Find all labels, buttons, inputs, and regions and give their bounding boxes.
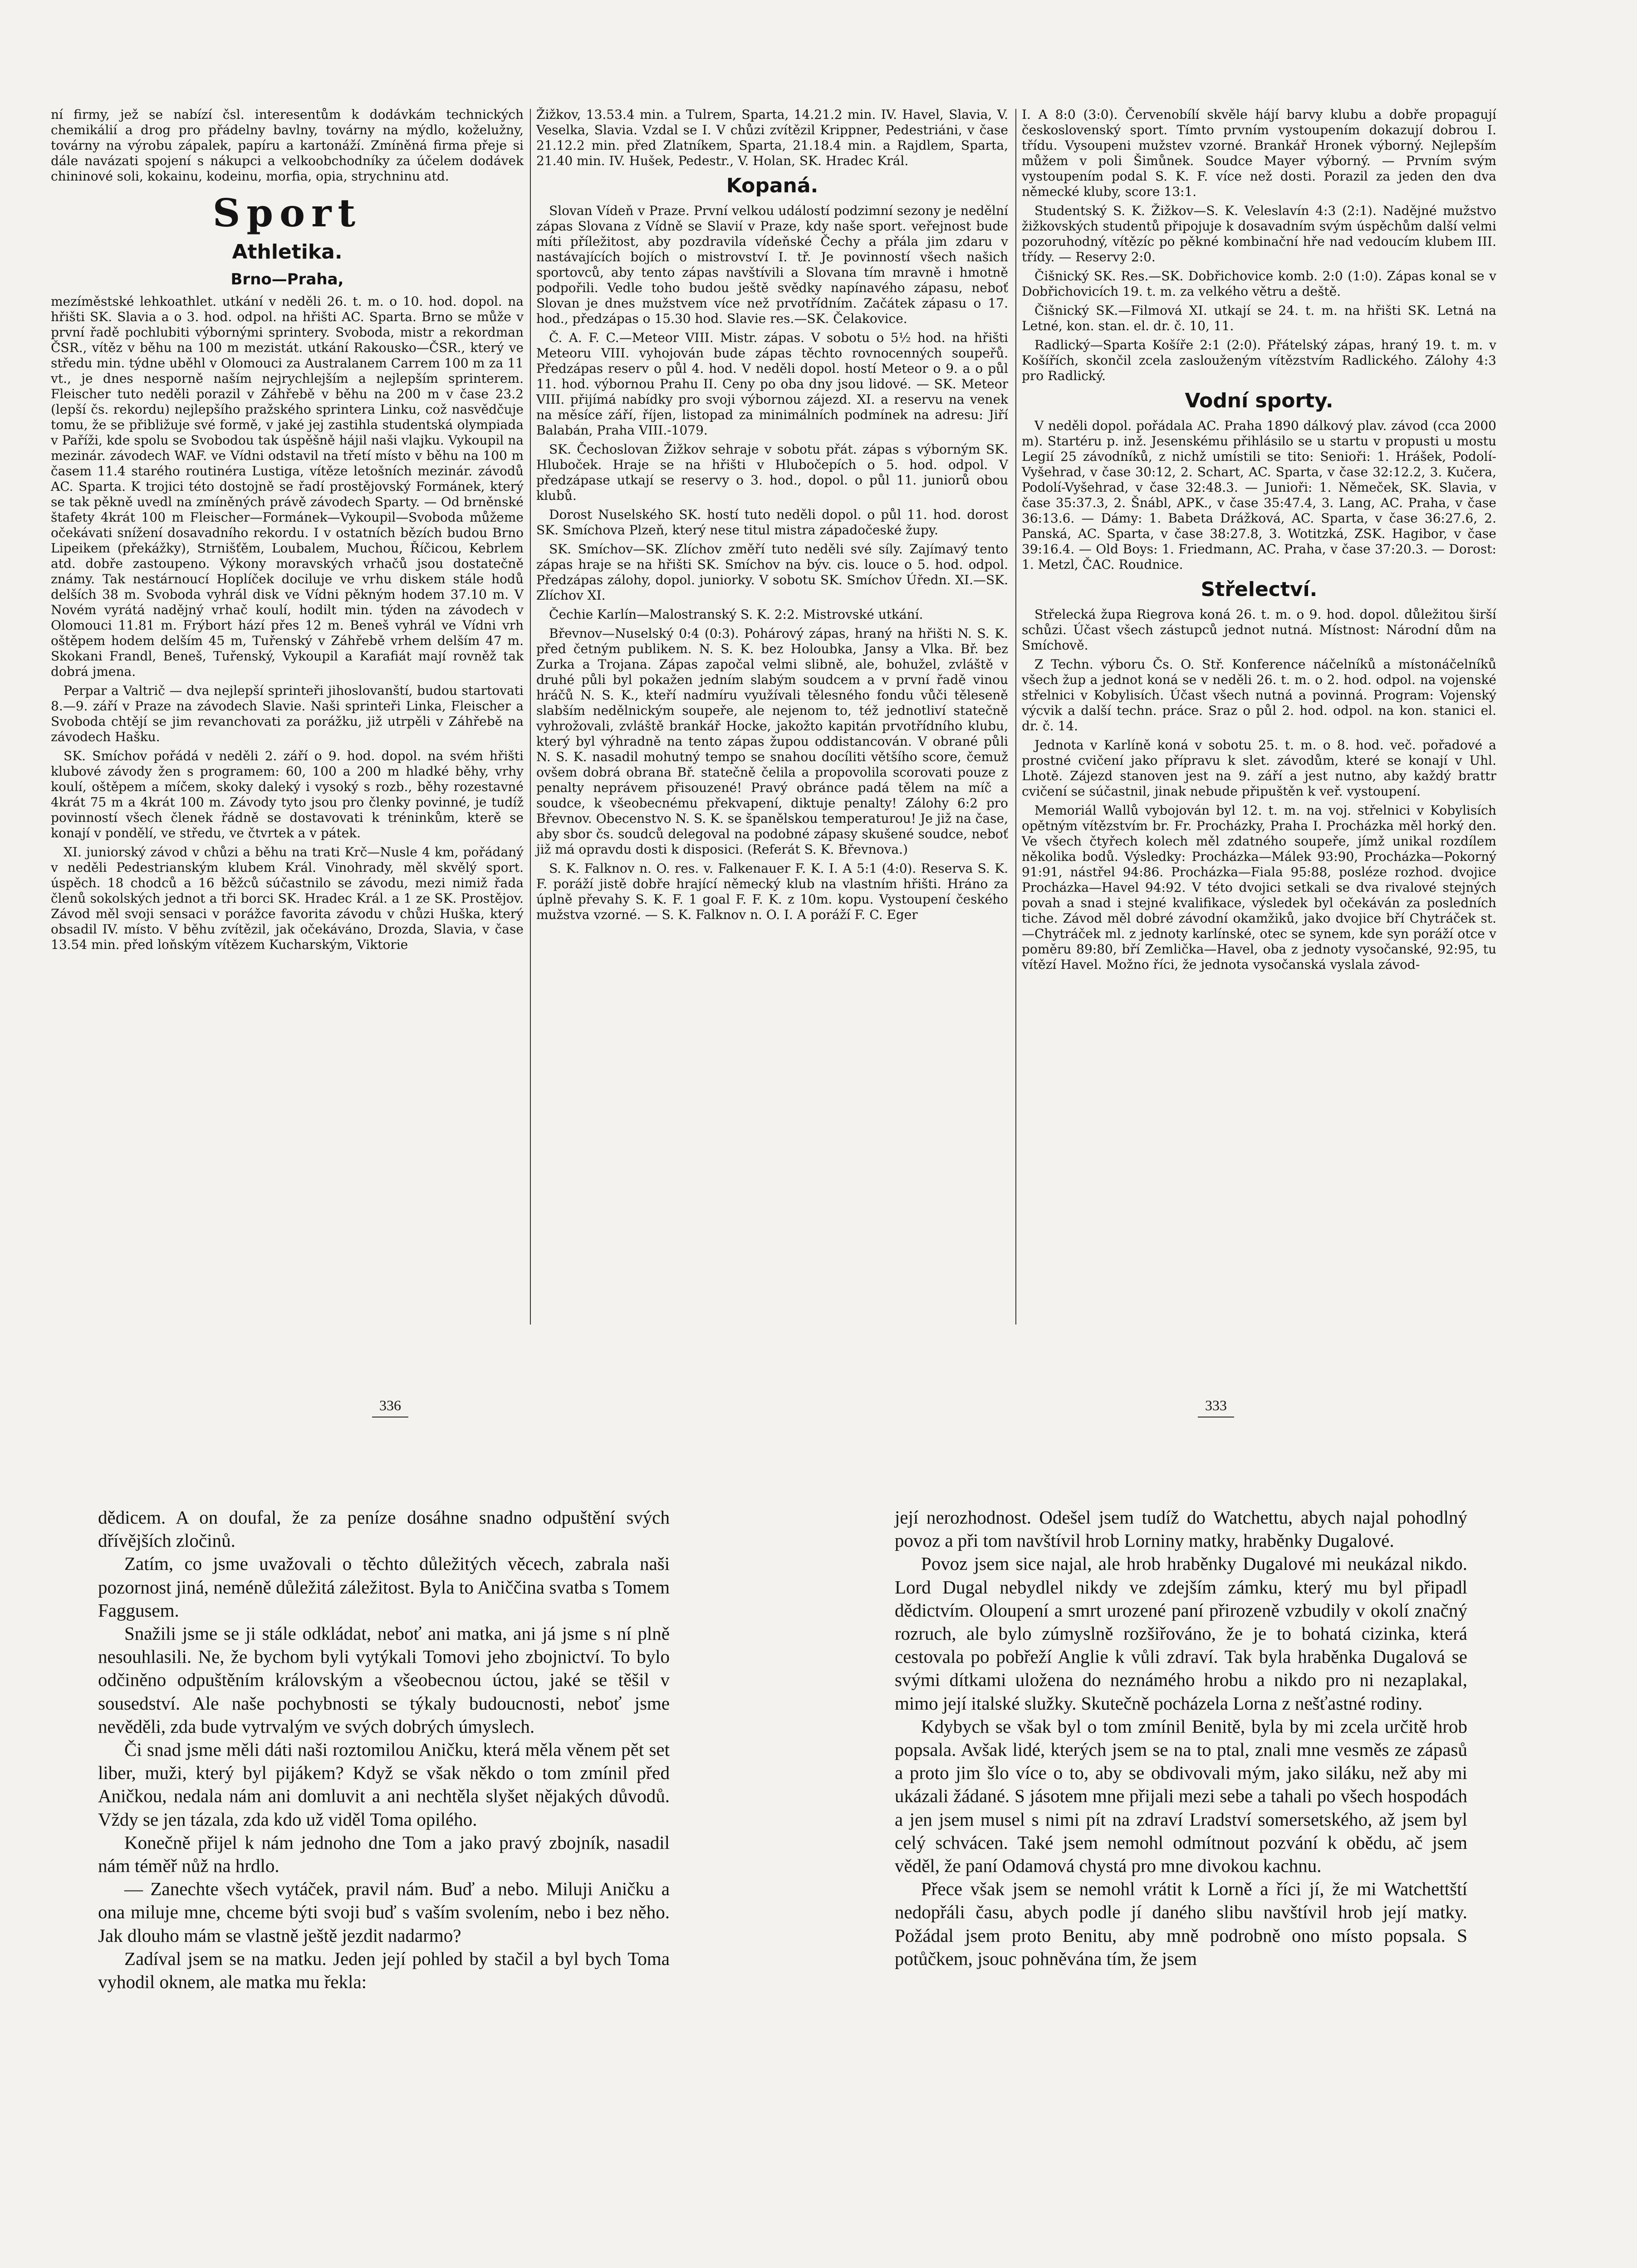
article-paragraph: SK. Čechoslovan Žižkov sehraje v sobotu přát. zápas s výborným SK. Hluboček. Hraje se na hřišti v Hlubočepích o 5. hod. odpol. V předzápase utkají se reservy o 3. hod., dopol. o půl 11. juniorů obou klubů. — [536, 442, 1008, 503]
page-number-rule — [1198, 1417, 1234, 1418]
novel-paragraph: dědicem. A on doufal, že za peníze dosáhne snadno odpuštění svých dřívějších zločinů. — [98, 1507, 670, 1551]
article-paragraph: Studentský S. K. Žižkov—S. K. Veleslavín 4:3 (2:1). Nadějné mužstvo žižkovských studentů připojuje k dosavadním svým úspěchům další velmi pozoruhodný, vítězíc po pěkné kombinační hře nad vedoucím klubem III. třídy. — Reservy 2:0. — [1022, 203, 1496, 264]
page-number-left — [354, 1397, 426, 1418]
column-intro: Žižkov, 13.53.4 min. a Tulrem, Sparta, 14.21.2 min. IV. Havel, Slavia, V. Veselka, Slavia. Vzdal se I. V chůzi zvítězil Krippner, Pedestriáni, v čase 21.12.2 min. před Zlatníkem, Sparta, 21.18.4 min. a Rajdlem, Sparta, 21.40 min. IV. Hušek, Pedestr., V. Holan, SK. Hradec Král. — [536, 107, 1008, 168]
article-paragraph: Slovan Vídeň v Praze. První velkou událostí podzimní sezony je nedělní zápas Slovana z Vídně se Slavií v Praze, kdy naše sport. veřejnost bude míti příležitost, aby pozdravila vídeňské Čechy a přála jim zdaru v nastávajících bojích o mistrovství I. tř. Je povinností všech našich sportovců, aby tento zápas navštívili a Slovana tím mravně i hmotně podpořili. Vedle toho budou ještě svědky napínavého zápasu, neboť Slovan je dnes mužstvem více než prvotřídním. Začátek zápasu o 17. hod., předzápas o 15.30 hod. Slavie res.—SK. Čelakovice. — [536, 203, 1008, 326]
article-paragraph: Radlický—Sparta Košíře 2:1 (2:0). Přátelský zápas, hraný 19. t. m. v Košířích, skončil zcela zaslouženým vítězstvím Radlického. Zálohy 4:3 pro Radlický. — [1022, 337, 1496, 383]
column-intro: ní firmy, jež se nabízí čsl. interesentům k dodávkám technických chemikálií a drog pro přádelny bavlny, továrny na mýdlo, koželužny, továrny na výrobu zápalek, papíru a kartonáží. Zmíněná firma přeje si dále navázati spojení s nákupci a velkoobchodníky za účelem dodávek chininové soli, kokainu, kodeinu, morfia, opia, strychninu atd. — [51, 107, 524, 184]
article-paragraph: Čišnický SK. Res.—SK. Dobřichovice komb. 2:0 (1:0). Zápas konal se v Dobřichovicích 19. t. m. za velkého větru a deště. — [1022, 269, 1496, 299]
article-paragraph: SK. Smíchov—SK. Zlíchov změří tuto neděli své síly. Zajímavý tento zápas hraje se na hřišti SK. Smíchov na býv. cis. louce o 5. hod. odpol. Předzápas zálohy, dopol. juniorky. V sobotu SK. Smíchov Úředn. XI.—SK. Zlíchov XI. — [536, 542, 1008, 603]
page-number-right — [1180, 1397, 1252, 1418]
article-paragraph: Břevnov—Nuselský 0:4 (0:3). Pohárový zápas, hraný na hřišti N. S. K. před četným publikem. N. S. K. bez Holoubka, Jansy a Vlka. Bř. bez Zurka a Trojana. Zápas započal velmi slibně, ale, bohužel, zvláště v druhé půli byl pokažen jedním slabým soudcem a v první řadě vinou hráčů N. S. K., kteří nadmíru využívali tělesného fondu vůči těleseně slabším nedělnickým soupeře, ale nejenom to, též jednotliví statečně vyhrožovali, zvláště brankář Hocke, jakožto kapitán prvotřídního klubu, který byl výhradně na tento zápas župou oddistancován. V obrané půli N. S. K. nasadil mohutný tempo se snahou docíliti většího score, čemuž ovšem dobrá obrana Bř. statečně čelila a propovolila scorovati pouze z penalty neprávem přisouzené! Pravý obránce padá tělem na míč a soudce, k všeobecnému překvapení, diktuje penalty! Zálohy 6:2 pro Břevnov. Obecenstvo N. S. K. se španělskou temperaturou! Je již na čase, aby sbor čs. soudců delegoval na podobné zápasy skušené soudce, neboť již má opravdu dosti k disposici. (Referát S. K. Břevnova.) — [536, 626, 1008, 857]
column-divider — [1015, 109, 1016, 1325]
sport-column-3 — [1022, 107, 1496, 976]
novel-paragraph: Snažili jsme se ji stále odkládat, neboť ani matka, ani já jsme s ní plně nesouhlasili. Ne, že bychom byli vytýkali Tomovi jeho zbojnictví. To bylo odčiněno odpuštěním královským a všeobecnou úctou, jaké se těšil v sousedství. Ale naše pochybnosti se týkaly budoucnosti, neboť jsme nevěděli, zda bude vytrvalým ve svých dobrých úmyslech. — [98, 1623, 670, 1737]
athletics-heading: Athletika. — [232, 240, 343, 264]
novel-paragraph: — Zanechte všech vytáček, pravil nám. Buď a nebo. Miluji Aničku a ona miluje mne, chceme býti svoji buď s vaším svolením, nebo i bez něho. Jak dlouho mám se vlastně ještě jezdit nadarmo? — [98, 1878, 670, 1946]
sport-heading: Sport — [212, 191, 362, 235]
column-divider — [530, 109, 531, 1325]
shooting-heading: Střelectví. — [1201, 578, 1318, 601]
water-sports-heading: Vodní sporty. — [1185, 389, 1333, 412]
article-paragraph: V neděli dopol. pořádala AC. Praha 1890 dálkový plav. závod (cca 2000 m). Startéru p. inž. Jesenskému přihlásilo se u startu v propusti u mostu Legií 25 závodníků, z nichž umístili se tito: Senioři: 1. Hrášek, Podolí-Vyšehrad, v čase 30:12, 2. Schart, AC. Sparta, v čase 32:12.2, 3. Kučera, Podolí-Vyšehrad, v čase 32:48.3. — Junioři: 1. Němeček, SK. Slavia, v čase 35:37.3, 2. Šnábl, APK., v čase 35:47.4, 3. Lang, AC. Praha, v čase 36:13.6. — Dámy: 1. Babeta Drážková, AC. Sparta, v čase 36:27.6, 2. Panská, AC. Sparta, v čase 38:27.8, 3. Wotitzká, ZSK. Hagibor, v čase 39:16.4. — Old Boys: 1. Friedmann, AC. Praha, v čase 37:20.3. — Dorost: 1. Metzl, ČAC. Roudnice. — [1022, 418, 1496, 572]
article-paragraph: SK. Smíchov pořádá v neděli 2. září o 9. hod. dopol. na svém hřišti klubové závody žen s programem: 60, 100 a 200 m hladké běhy, vrhy koulí, oštěpem a míčem, skoky daleký i vysoký s rozb., běhy rozestavné 4krát 75 m a 4krát 100 m. Závody tyto jsou pro členky povinné, je tudíž povinností všech členek řádně se dostavovati k tréninkům, kterě se konají v pondělí, ve středu, ve čtvrtek a v pátek. — [51, 748, 524, 841]
article-paragraph: mezíměstské lehkoathlet. utkání v neděli 26. t. m. o 10. hod. dopol. na hřišti SK. Slavia a o 3. hod. odpol. na hřišti AC. Sparta. Brno se může v první řadě pochlubiti výbornými sprintery. Svoboda, mistr a rekordman ČSR., vítěz v běhu na 100 m mezistát. utkání Rakousko—ČSR., který ve středu min. týdne uběhl v Olomouci za Australanem Carrem 100 m za 11 vt., je dnes nesporně naším nejrychlejším a nejlepším sprinterem. Fleischer tuto neděli porazil v Záhřebě v běhu na 200 m v čase 23.2 (lepší čs. rekordu) nejlepšího pražského sprintera Linku, což nasvědčuje tomu, že se přibližuje své formě, v jaké jej zastihla studentská olympiada v Paříži, kde spolu se Svobodou tak úspěšně hájil naši vlajku. Vykoupil na mezinár. závodech WAF. ve Vídni odstavil na třetí místo v běhu na 100 m časem 11.4 starého routinéra Lustiga, vítěze letošních mezinár. závodů AC. Sparta. K trojici této dostojně se řadí prostějovský Formánek, který se tak pěkně uvedl na zmíněných právě závodech Sparty. — Od brněnské štafety 4krát 100 m Fleischer—Formánek—Vykoupil—Svoboda můžeme očekávati snížení dosavadního rekordu. I v ostatních bězích budou Brno Lipeikem (překážky), Strnišťěm, Loubalem, Muchou, Říčicou, Kebrlem atd. dobře zastoupeno. Výkony moravských vrhačů jsou dostatečně známy. Tak nestárnoucí Hoplíček dociluje ve vrhu diskem stále hodů delších 38 m. Svoboda vyhrál disk ve Vídni pěkným hodem 37.10 m. V Novém vyrátá nadějný vrhač koulí, hodilt min. týden na závodech v Olomouci 11.81 m. Frýbort hází přes 12 m. Beneš vyhrál ve Vídni vrh oštěpem hodem delším 45 m, Tuřenský v Záhřebě vrhem delším 47 m. Skokani Frandl, Beneš, Tuřenský, Vykoupil a Karafiát mají rovněž tak dobrá jmena. — [51, 294, 524, 679]
article-paragraph: Čišnický SK.—Filmová XI. utkají se 24. t. m. na hřišti SK. Letná na Letné, kon. stan. el. dr. č. 10, 11. — [1022, 303, 1496, 333]
novel-text-left — [98, 1506, 670, 1994]
article-paragraph: S. K. Falknov n. O. res. v. Falkenauer F. K. I. A 5:1 (4:0). Reserva S. K. F. poráží jistě dobře hrající německý klub na vlastním hřišti. Hráno za úplně převahy S. K. F. 1 goal F. F. K. z 10m. kopu. Vystoupení českého mužstva vzorné. — S. K. Falknov n. O. I. A poráží F. C. Eger — [536, 861, 1008, 922]
page-number-text: 336 — [379, 1397, 401, 1413]
sport-column-2 — [536, 107, 1008, 926]
novel-paragraph: Povoz jsem sice najal, ale hrob hraběnky Dugalové mi neukázal nikdo. Lord Dugal nebydlel nikdy ve zdejším zámku, který mu byl připadl dědictvím. Oloupení a smrt urozené paní přirozeně vzbudily v okolí značný rozruch, ale bylo zúmyslně rozšiřováno, že je to bohatá cizinka, která cestovala po pobřeží Anglie k vůli zdraví. Tak byla hraběnka Dugalová se svými dítkami uložena do neznámého hrobu a nikdo pro ni nezaplakal, mimo její italské služky. Skutečně pocházela Lorna z nešťastné rodiny. — [895, 1553, 1467, 1714]
sport-column-1 — [51, 107, 524, 956]
article-paragraph: Memoriál Wallů vybojován byl 12. t. m. na voj. střelnici v Kobylisích opětným vítězstvím br. Fr. Procházky, Praha I. Procházka měl horký den. Ve všech čtyřech kolech měl zdatného soupeře, jímž unikal rozdílem několika bodů. Výsledky: Procházka—Málek 93:90, Procházka—Pokorný 91:91, nástřel 94:86. Procházka—Fiala 95:88, posléze rozhod. dvojice Procházka—Havel 94:92. V této dvojici setkali se dva rivalové stejných povah a snad i stejné kvalifikace, výsledek byl očekáván za posledních tiche. Závod měl dobré závodní okamžiků, jako dvojice bří Chytráček st.—Chytráček ml. z jednoty karlínské, otec se synem, kde syn poráží otce v poměru 89:80, bří Zemlička—Havel, oba z jednoty vysočanské, 92:95, tu vítězí Havel. Možno říci, že jednota vysočanská vyslala závod- — [1022, 803, 1496, 972]
article-paragraph: XI. juniorský závod v chůzi a běhu na trati Krč—Nusle 4 km, pořádaný v neděli Pedestrianským klubem Král. Vinohrady, měl skvělý sport. úspěch. 18 chodců a 16 běžců súčastnilo se závodu, mezi nimiž řada členů sokolských jednot a tři borci SK. Hradec Král. a 1 ze SK. Prostějov. Závod měl svoji sensaci v porážce favorita závodu v chůzi Huška, který obsadil IV. místo. V běhu zvítězil, jak očekáváno, Drozda, Slavia, v čase 13.54 min. před loňským vítězem Kucharským, Viktorie — [51, 845, 524, 952]
novel-paragraph: Kdybych se však byl o tom zmínil Benitě, byla by mi zcela určitě hrob popsala. Avšak lidé, kterých jsem se na to ptal, znali mne vesměs ze zápasů a proto jim šlo více o to, aby se obdivovali mým, jako siláku, než aby mi ukázali žádané. S jásotem mne přijali mezi sebe a tahali po všech hospodách a jen jsem musel s nimi pít na zdraví Lradství somersetského, až jsem byl celý schvácen. Také jsem nemohl odmítnout pozvání k obědu, ač jsem věděl, že paní Odamová chystá pro mne divokou kachnu. — [895, 1716, 1467, 1877]
novel-paragraph: Či snad jsme měli dáti naši roztomilou Aničku, která měla věnem pět set liber, muži, který byl pijákem? Když se však někdo o tom zmínil před Aničkou, nedala nám ani domluvit a ani nechtěla slyšet nějakých důvodů. Vždy se jen tázala, zda kdo už viděl Toma opilého. — [98, 1739, 670, 1830]
article-paragraph: Čechie Karlín—Malostranský S. K. 2:2. Mistrovské utkání. — [549, 607, 923, 622]
article-paragraph: Střelecká župa Riegrova koná 26. t. m. o 9. hod. dopol. důležitou širší schůzi. Účast všech zástupců jednot nutná. Místnost: Národní dům na Smíchově. — [1022, 607, 1496, 653]
page-number-text: 333 — [1205, 1397, 1227, 1413]
article-paragraph: Z Techn. výboru Čs. O. Stř. Konference náčelníků a místonáčelníků všech žup a jednot koná se v neděli 26. t. m. o 2. hod. odpol. na vojenské střelnici v Kobylisích. Účast všech nutná a povinná. Program: Vojenský výcvik a další techn. práce. Sraz o půl 2. hod. odpol. na kon. stanici el. dr. č. 14. — [1022, 657, 1496, 733]
football-heading: Kopaná. — [726, 174, 818, 197]
article-paragraph: I. A 8:0 (3:0). Červenobílí skvěle hájí barvy klubu a dobře propagují československý sport. Tímto prvním vystoupením dokazují dobrou I. třídu. Vysoupeni mužstev vzorné. Brankář Hronek výborný. Nejlepším můžem v poli Šimůnek. Soudce Mayer výborný. — Prvním svým vystoupením podal S. K. F. více než dosti. Porazil za jeden den dva německé kluby, score 13:1. — [1022, 107, 1496, 199]
novel-paragraph: Zatím, co jsme uvažovali o těchto důležitých věcech, zabrala naši pozornost jiná, neméně důležitá záležitost. Byla to Aniččina svatba s Tomem Faggusem. — [98, 1553, 670, 1621]
novel-text-right — [895, 1506, 1467, 1970]
novel-paragraph: Přece však jsem se nemohl vrátit k Lorně a říci jí, že mi Watchettští nedopřáli času, abych podle jí daného slibu navštívil hrob její matky. Požádal jsem proto Benitu, aby mně podrobně ono místo popsala. S potůčkem, jsouc pohněvána tím, že jsem — [895, 1878, 1467, 1969]
article-paragraph: Dorost Nuselského SK. hostí tuto neděli dopol. o půl 11. hod. dorost SK. Smíchova Plzeň, který nese titul mistra západočeské župy. — [536, 507, 1008, 538]
page-number-rule — [372, 1417, 408, 1418]
novel-paragraph: Konečně přijel k nám jednoho dne Tom a jako pravý zbojník, nasadil nám téměř nůž na hrdlo. — [98, 1832, 670, 1877]
article-paragraph: Jednota v Karlíně koná v sobotu 25. t. m. o 8. hod. več. pořadové a prostné cvičení jako přípravu k slet. závodům, které se konají v Uhl. Lhotě. Zájezd stanoven jest na 9. září a jest nutno, aby každý brattr cvičení se súčastnil, jinak nebude připuštěn k veř. vystoupení. — [1022, 738, 1496, 799]
brno-praha-heading: Brno—Praha, — [230, 270, 344, 288]
article-paragraph: Č. A. F. C.—Meteor VIII. Mistr. zápas. V sobotu o 5½ hod. na hřišti Meteoru VIII. vyhojován bude zápas těchto rovnocenných soupeřů. Předzápas reserv o půl 4. hod. V neděli dopol. hostí Meteor o 9. a o půl 11. hod. výbornou Prahu II. Ceny po oba dny jsou lidové. — SK. Meteor VIII. přijímá nabídky pro svoji výbornou zájezd. XI. a reservu na venek na měsíce září, říjen, listopad za minimálních podmínek na adresu: Jiří Balabán, Praha VIII.-1079. — [536, 330, 1008, 438]
article-paragraph: Perpar a Valtrič — dva nejlepší sprinteři jihoslovanští, budou startovati 8.—9. září v Praze na závodech Slavie. Naši sprinteři Linka, Fleischer a Svoboda chtějí se jim revanchovati za porážku, již utrpěli v Záhřebě na závodech Hašku. — [51, 683, 524, 744]
novel-paragraph: Zadíval jsem se na matku. Jeden její pohled by stačil a byl bych Toma vyhodil oknem, ale matka mu řekla: — [98, 1948, 670, 1993]
novel-paragraph: její nerozhodnost. Odešel jsem tudíž do Watchettu, abych najal pohodlný povoz a při tom navštívil hrob Lorniny matky, hraběnky Dugalové. — [895, 1507, 1467, 1551]
